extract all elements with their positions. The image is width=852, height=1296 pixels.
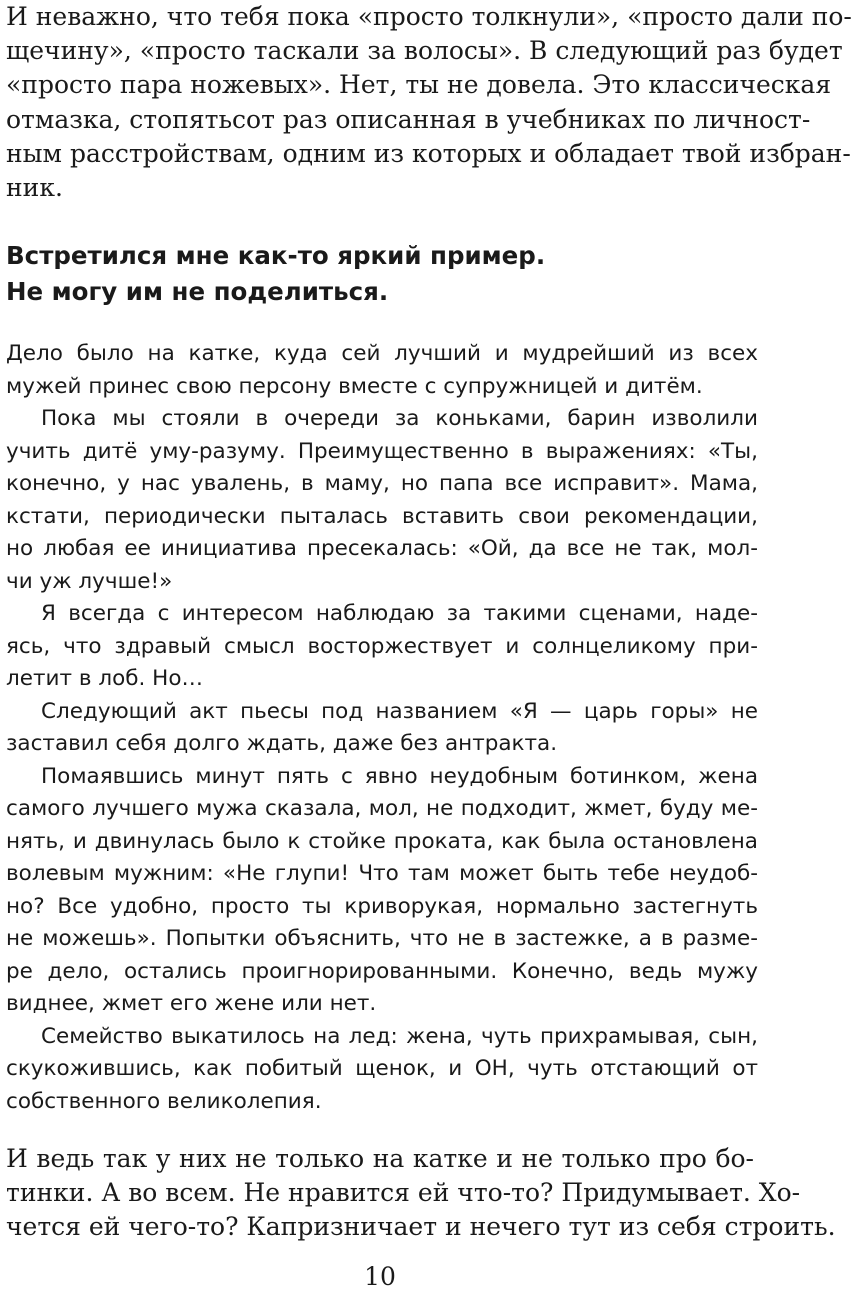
text-line: Семейство выкатилось на лед: жена, чуть прихрамывая, сын, [41,1023,758,1049]
heading-line: Не могу им не поделиться. [6,277,389,306]
text-line: но? Все удобно, просто ты криворукая, нормально застегнуть [6,893,758,919]
text-line: ясь, что здравый смысл восторжествует и солнцеликому при- [6,633,758,659]
text-line: кстати, периодически пыталась вставить свои рекомендации, [6,503,758,529]
text-line: собственного великолепия. [6,1088,322,1114]
text-line: но любая ее инициатива пресекалась: «Ой, да все не так, мол- [6,536,758,561]
text-line: Дело было на катке, куда сей лучший и мудрейший из всех [6,341,758,366]
text-line: нять, и двинулась было к стойке проката, как была остановлена [6,828,758,854]
text-line: ник. [6,173,63,203]
story-block [6,338,758,1118]
text-line: заставил себя долго ждать, даже без антракта. [6,731,558,756]
text-line: тинки. А во всем. Не нравится ей что-то? Придумывает. Хо- [6,1178,801,1208]
heading-line: Встретился мне как-то яркий пример. [6,241,546,270]
text-line: ным расстройствам, одним из которых и обладает твой избран- [6,138,851,168]
text-line: Помаявшись минут пять с явно неудобным ботинком, жена [41,763,758,789]
page-number: 10 [364,1262,396,1291]
text-line: не можешь». Попытки объяснить, что не в застежке, а в разме- [6,926,758,951]
text-line: И неважно, что тебя пока «просто толкнули», «просто дали по- [6,2,852,31]
text-line: конечно, у нас увалень, в маму, но папа все исправит». Мама, [6,471,758,496]
text-line: скукожившись, как побитый щенок, и ОН, чуть отстающий от [6,1056,758,1081]
text-line: самого лучшего мужа сказала, мол, не подходит, жмет, буду ме- [6,796,758,821]
text-line: летит в лоб. Но… [6,666,203,691]
text-line: И ведь так у них не только на катке и не только про бо- [6,1144,754,1173]
text-line: Следующий акт пьесы под названием «Я — царь горы» не [41,698,758,724]
text-line: «просто пара ножевых». Нет, ты не довела. Это классическая [6,70,832,100]
text-line: волевым мужним: «Не глупи! Что там может быть тебе неудоб- [6,861,758,886]
text-line: чи уж лучше!» [6,568,173,594]
text-line: отмазка, стопятьсот раз описанная в учебниках по личност- [6,104,811,134]
text-line: чется ей чего-то? Капризничает и нечего тут из себя строить. [6,1212,836,1242]
closing-paragraph [6,1142,836,1245]
text-line: ре дело, остались проигнорированными. Конечно, ведь мужу [6,958,758,984]
intro-paragraph [6,0,852,205]
text-line: щечину», «просто таскали за волосы». В следующий раз будет [6,36,843,66]
text-line: учить дитё уму-разуму. Преимущественно в выражениях: «Ты, [6,438,758,464]
text-line: мужей принес свою персону вместе с супружницей и дитём. [6,373,703,399]
text-line: Я всегда с интересом наблюдаю за такими сценами, наде- [41,601,758,626]
section-heading [6,238,754,310]
text-line: виднее, жмет его жене или нет. [6,991,377,1016]
text-line: Пока мы стояли в очереди за коньками, барин изволили [41,406,758,431]
